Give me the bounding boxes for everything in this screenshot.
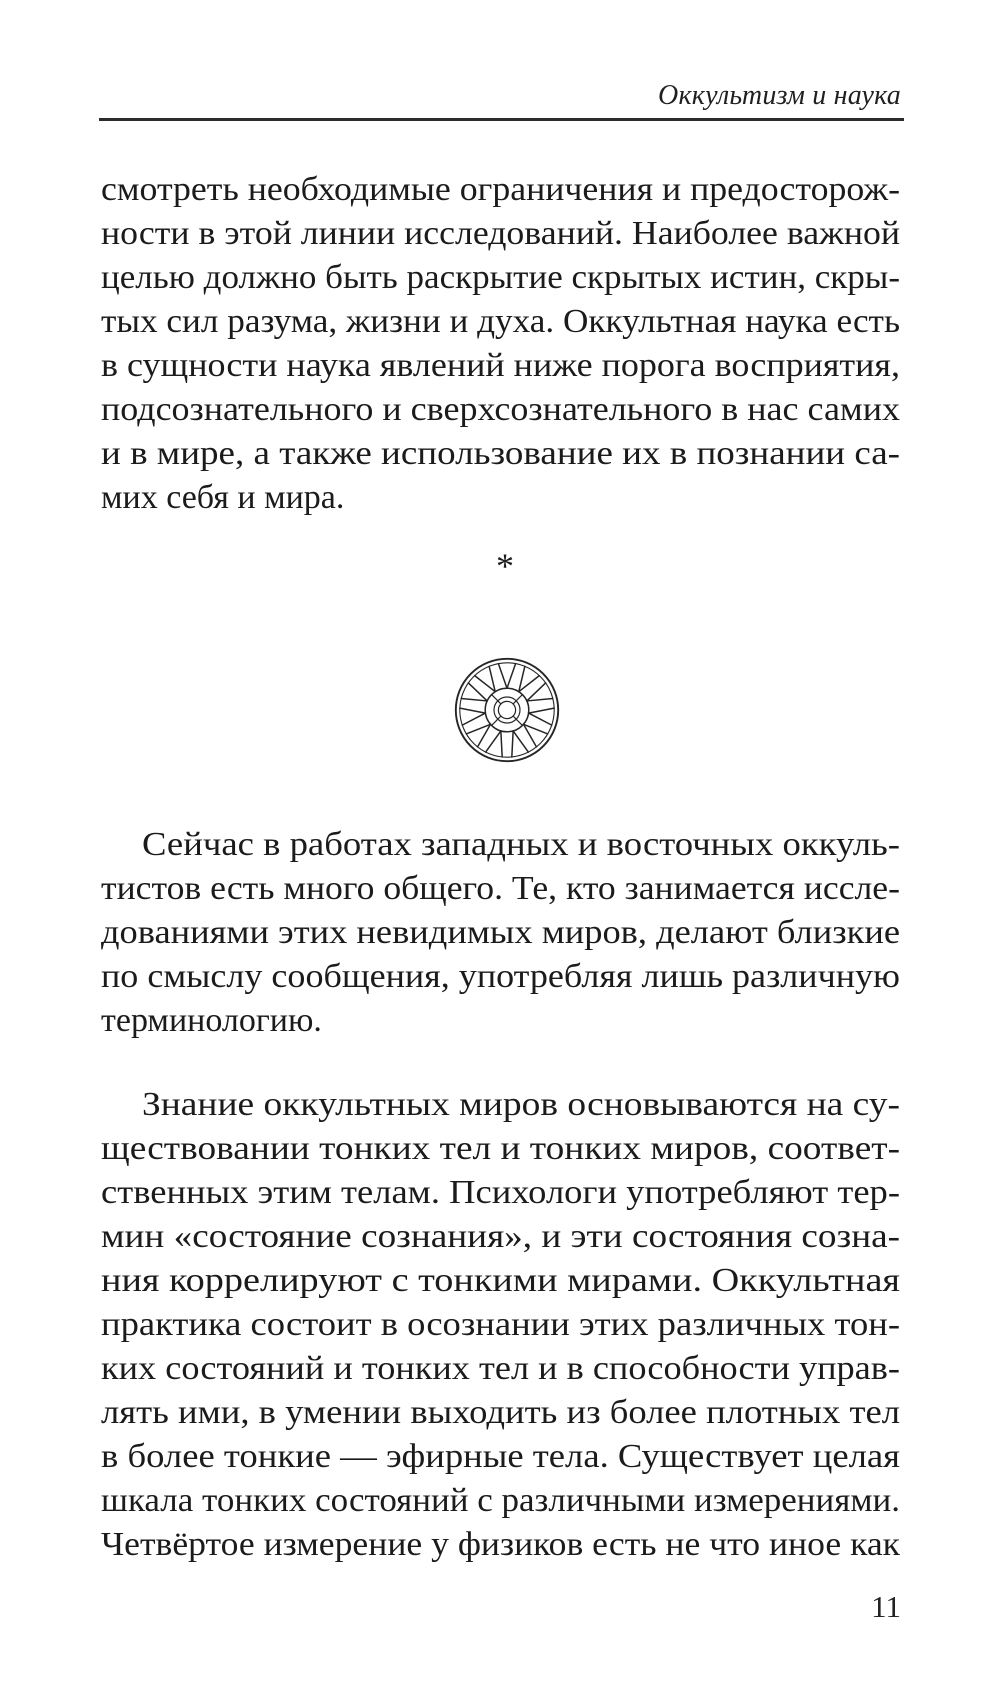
paragraph-3 [101, 1083, 900, 1567]
text-line: в сущности наука явлений ниже порога восприятия, [101, 347, 901, 384]
text-line: по смыслу сообщения, употребляя лишь различную [101, 958, 900, 995]
page-number: 11 [871, 1589, 901, 1624]
text-line: практика состоит в осознании этих различных тон- [101, 1306, 900, 1343]
text-line: ществовании тонких тел и тонких миров, соответ- [101, 1130, 901, 1167]
paragraph-1 [101, 168, 900, 520]
text-line: тистов есть много общего. Те, кто занимается иссле- [101, 870, 900, 907]
text-line: ния коррелируют с тонкими мирами. Оккультная [101, 1262, 900, 1299]
text-line: терминологию. [101, 1002, 322, 1039]
text-line: Четвёртое измерение у физиков есть не что иное как [101, 1526, 900, 1563]
text-line: лять ими, в умении выходить из более плотных тел [101, 1394, 900, 1431]
text-line: ственных этим телам. Психологи употребляют тер- [101, 1174, 900, 1211]
text-line: тых сил разума, жизни и духа. Оккультная наука есть [101, 303, 900, 340]
text-line: смотреть необходимые ограничения и предосторож- [101, 171, 901, 208]
text-line: целью должно быть раскрытие скрытых истин, скры- [101, 259, 900, 296]
text-line: ности в этой линии исследований. Наиболее важной [101, 215, 900, 252]
text-line: подсознательного и сверхсознательного в нас самих [101, 391, 900, 428]
header-rule [99, 118, 904, 121]
text-line: Знание оккультных миров основываются на су- [142, 1086, 900, 1123]
text-line: шкала тонких состояний с различными измерениями. [101, 1482, 900, 1519]
text-line: ких состояний и тонких тел и в способности управ- [101, 1350, 900, 1387]
paragraph-2 [101, 823, 900, 1043]
section-divider-asterisk: * [496, 546, 514, 586]
text-line: дованиями этих невидимых миров, делают близкие [101, 914, 900, 951]
text-line: в более тонкие — эфирные тела. Существует целая [101, 1438, 900, 1475]
wheel-ornament-icon [452, 655, 562, 765]
running-header-title: Оккультизм и наука [658, 80, 901, 111]
text-line: мин «состояние сознания», и эти состояния созна- [101, 1218, 900, 1255]
text-line: и в мире, а также использование их в познании са- [101, 435, 901, 472]
text-line: мих себя и мира. [101, 479, 345, 516]
text-line: Сейчас в работах западных и восточных оккуль- [142, 826, 901, 863]
